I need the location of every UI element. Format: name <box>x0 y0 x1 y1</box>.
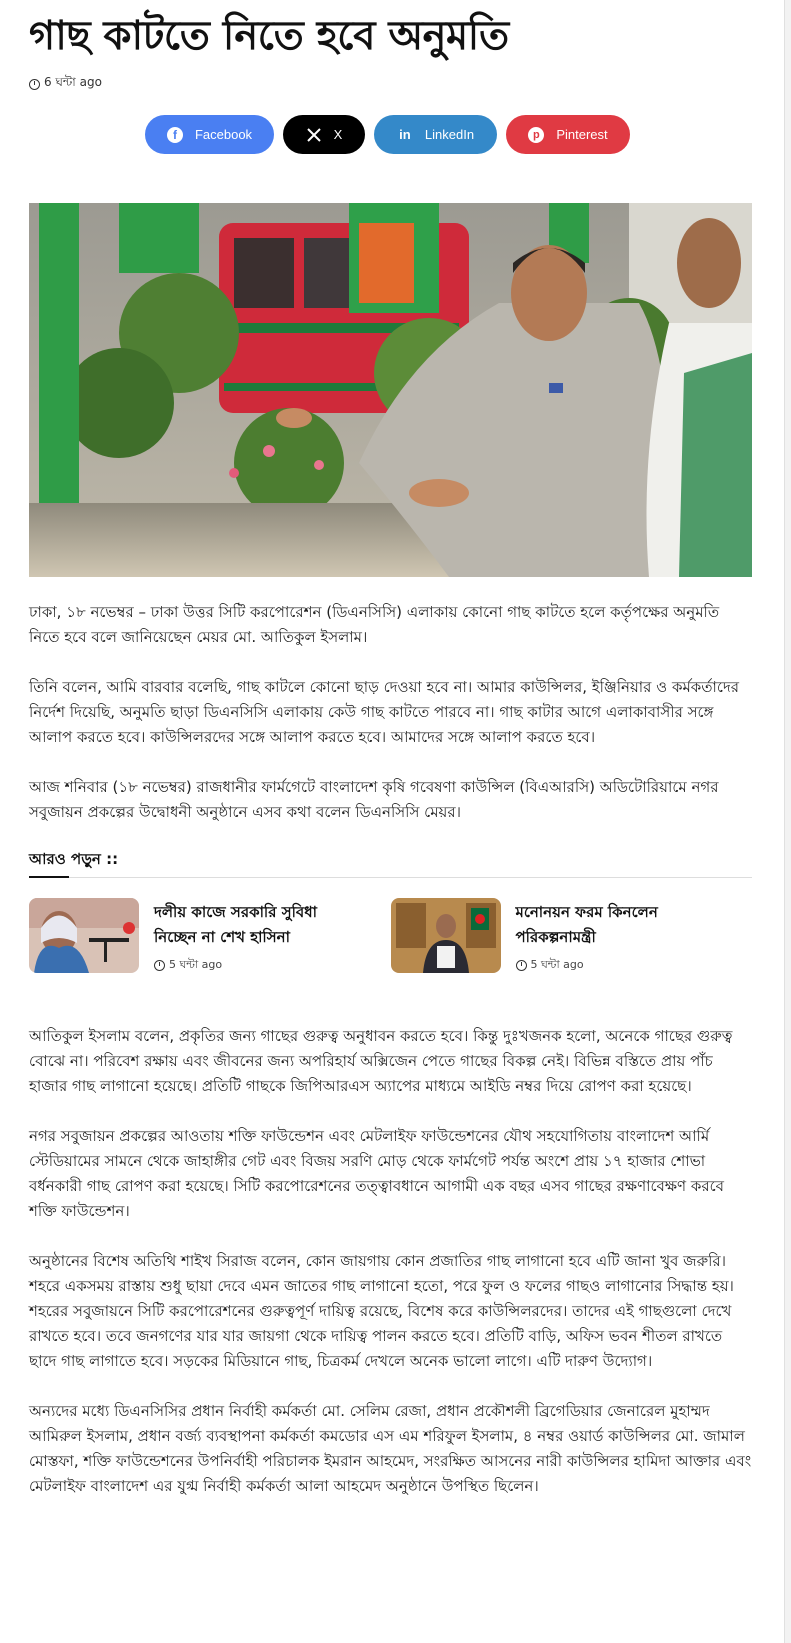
share-x-label: X <box>333 127 343 142</box>
share-facebook-label: Facebook <box>194 127 253 142</box>
article-paragraph: আতিকুল ইসলাম বলেন, প্রকৃতির জন্য গাছের গুরুত্ব অনুধাবন করতে হবে। কিন্তু দুঃখজনক হলো, অনেকে গাছের গুরুত্ব বোঝে না। পরিবেশ রক্ষায় এবং জীবনের জন্য অপরিহার্য অক্সিজেন পেতে গাছের বিকল্প নেই। বিভিন্ন বস্তিতে প্রায় পাঁচ হাজার গাছ লাগানো হয়েছে। প্রতিটি গাছকে জিপিআরএস অ্যাপের মাধ্যমে আইডি নম্বর দিয়ে রোপণ করা হয়েছে। <box>29 1027 733 1095</box>
share-facebook-button[interactable] <box>145 115 274 154</box>
also-read-heading: আরও পড়ুন :: <box>29 850 119 868</box>
related-text <box>154 898 354 974</box>
clock-icon <box>516 960 527 971</box>
pinterest-icon: p <box>528 127 544 143</box>
related-thumbnail[interactable] <box>391 898 501 973</box>
related-title[interactable]: দলীয় কাজে সরকারি সুবিধা নিচ্ছেন না শেখ হাসিনা <box>154 903 317 946</box>
share-pinterest-button[interactable] <box>506 115 630 154</box>
share-x-button[interactable] <box>283 115 365 154</box>
related-article-card[interactable] <box>391 898 753 974</box>
share-linkedin-button[interactable] <box>374 115 497 154</box>
page-edge <box>784 0 791 1643</box>
related-meta <box>516 956 716 975</box>
linkedin-icon: in <box>399 127 411 142</box>
article-paragraph: নগর সবুজায়ন প্রকল্পের আওতায় শক্তি ফাউন্ডেশন এবং মেটলাইফ ফাউন্ডেশনের যৌথ সহযোগিতায় বাংলাদেশ আর্মি স্টেডিয়ামের সামনে থেকে জাহাঙ্গীর গেট এবং বিজয় সরণি মোড় থেকে ফার্মগেট পর্যন্ত অংশে প্রায় ১৭ হাজার শোভা বর্ধনকারী গাছ রোপণ করা হয়েছে। সিটি করপোরেশনের তত্ত্বাবধানে আগামী এক বছর এসব গাছের রক্ষণাবেক্ষণ করবে শক্তি ফাউন্ডেশন। <box>29 1127 724 1220</box>
article <box>29 0 752 1499</box>
related-thumbnail[interactable] <box>29 898 139 973</box>
clock-icon <box>154 960 165 971</box>
article-paragraph: ঢাকা, ১৮ নভেম্বর – ঢাকা উত্তর সিটি করপোরেশন (ডিএনসিসি) এলাকায় কোনো গাছ কাটতে হলে কর্তৃপক্ষের অনুমতি নিতে হবে বলে জানিয়েছেন মেয়র মো. আতিকুল ইসলাম। <box>29 603 720 646</box>
related-time: 5 ঘন্টা ago <box>530 958 584 971</box>
article-meta <box>29 76 752 92</box>
related-time: 5 ঘন্টা ago <box>169 958 223 971</box>
article-time: 6 ঘন্টা ago <box>44 75 102 89</box>
share-pinterest-label: Pinterest <box>556 127 608 142</box>
related-title[interactable]: মনোনয়ন ফরম কিনলেন পরিকল্পনামন্ত্রী <box>515 903 658 946</box>
related-articles <box>29 898 752 974</box>
facebook-icon: f <box>167 127 183 143</box>
hero-image <box>29 203 752 577</box>
share-bar <box>23 115 752 154</box>
related-text <box>516 898 716 974</box>
x-icon <box>306 127 322 143</box>
article-paragraph: অনুষ্ঠানের বিশেষ অতিথি শাইখ সিরাজ বলেন, কোন জায়গায় কোন প্রজাতির গাছ লাগানো হবে এটি জানা খুব জরুরি। শহরে একসময় রাস্তায় শুধু ছায়া দেবে এমন জাতের গাছ লাগানো হতো, পরে ফুল ও ফলের গাছও লাগানোর সিদ্ধান্ত হয়। শহরের সবুজায়নে সিটি করপোরেশনের গুরুত্বপূর্ণ দায়িত্ব রয়েছে, বিশেষ করে কাউন্সিলরদের। তাদের এই গাছগুলো দেখে রাখতে হবে। তবে জনগণের যার যার জায়গা থেকে দায়িত্ব পালন করতে হবে। প্রতিটি বাড়ি, অফিস ভবন শীতল রাখতে ছাদে গাছ লাগাতে হবে। সড়কের মিডিয়ানে গাছ, চিত্রকর্ম দেখলে অনেক ভালো লাগে। এটি দারুণ উদ্যোগ। <box>29 1252 734 1370</box>
article-paragraph: তিনি বলেন, আমি বারবার বলেছি, গাছ কাটলে কোনো ছাড় দেওয়া হবে না। আমার কাউন্সিলর, ইঞ্জিনিয়ার ও কর্মকর্তাদের নির্দেশ দিয়েছি, অনুমতি ছাড়া ডিএনসিসি এলাকায় কেউ গাছ কাটতে পারবে না। গাছ কাটার আগে এলাকাবাসীর সঙ্গে আলাপ করতে হবে। কাউন্সিলরদের সঙ্গে আলাপ করতে হবে। আমাদের সঙ্গে আলাপ করতে হবে। <box>29 678 740 746</box>
related-article-card[interactable] <box>29 898 391 974</box>
related-meta <box>154 956 354 975</box>
also-read-divider <box>29 876 752 878</box>
article-paragraph: অন্যদের মধ্যে ডিএনসিসির প্রধান নির্বাহী কর্মকর্তা মো. সেলিম রেজা, প্রধান প্রকৌশলী ব্রিগেডিয়ার জেনারেল মুহাম্মদ আমিরুল ইসলাম, প্রধান বর্জ্য ব্যবস্থাপনা কর্মকর্তা কমডোর এস এম শরিফুল ইসলাম, ৪ নম্বর ওয়ার্ড কাউন্সিলর মো. জামাল মোস্তফা, শক্তি ফাউন্ডেশনের উপনির্বাহী পরিচালক ইমরান আহমেদ, সংরক্ষিত আসনের নারী কাউন্সিলর হামিদা আক্তার এবং মেটলাইফ বাংলাদেশ এর যুগ্ম নির্বাহী কর্মকর্তা আলা আহমেদ অনুষ্ঠানে উপস্থিত ছিলেন। <box>29 1402 752 1495</box>
share-linkedin-label: LinkedIn <box>424 127 475 142</box>
clock-icon <box>29 79 40 90</box>
article-paragraph: আজ শনিবার (১৮ নভেম্বর) রাজধানীর ফার্মগেটে বাংলাদেশ কৃষি গবেষণা কাউন্সিল (বিএআরসি) অডিটোরিয়ামে নগর সবুজায়ন প্রকল্পের উদ্বোধনী অনুষ্ঠানে এসব কথা বলেন ডিএনসিসি মেয়র। <box>29 778 719 821</box>
article-title: গাছ কাটতে নিতে হবে অনুমতি <box>29 13 509 59</box>
